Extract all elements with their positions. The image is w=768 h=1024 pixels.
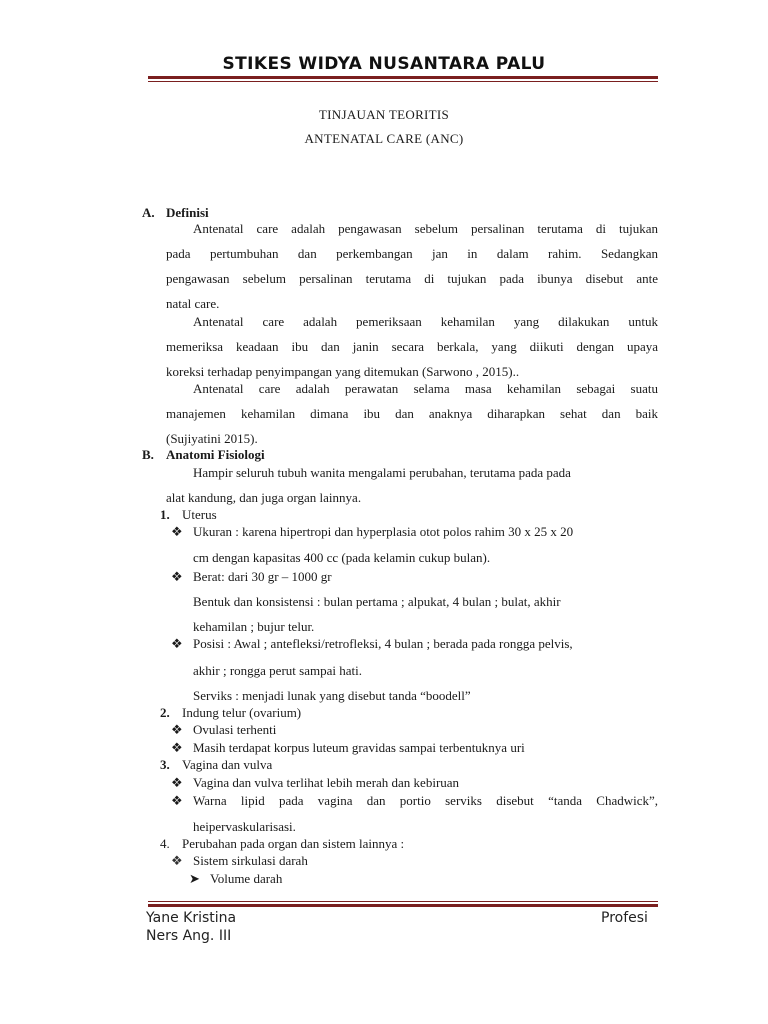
vagina-warna-merah: Vagina dan vulva terlihat lebih merah dan kebiruan [193,775,460,790]
def-p3-line3: (Sujiyatini 2015). [166,431,258,446]
sistem-sirkulasi: Sistem sirkulasi darah [193,853,308,868]
diamond-bullet-icon: ❖ [171,740,183,755]
list-label-uterus: Uterus [182,507,217,522]
diamond-bullet-icon: ❖ [171,722,183,737]
section-b-heading: Anatomi Fisiologi [166,447,265,462]
open-diamond-bullet-icon: ❖ [171,853,183,868]
diamond-bullet-icon: ❖ [171,793,183,808]
doc-title-line1: TINJAUAN TEORITIS [318,107,450,122]
uterus-bentuk-line1: Bentuk dan konsistensi : bulan pertama ; alpukat, 4 bulan ; bulat, akhir [193,594,561,609]
uterus-serviks: Serviks : menjadi lunak yang disebut tanda “boodell” [193,688,471,703]
list-label-vagina: Vagina dan vulva [182,757,273,772]
uterus-berat: Berat: dari 30 gr – 1000 gr [193,569,332,584]
header-rule-thick [148,76,658,79]
def-p3-line2: manajemen kehamilan dimana ibu dan anaknya diharapkan sehat dan baik [166,406,658,421]
def-p1-line1: Antenatal care adalah pengawasan sebelum persalinan terutama di tujukan [193,221,658,236]
institution-header: STIKES WIDYA NUSANTARA PALU [222,54,546,74]
diamond-bullet-icon: ❖ [171,775,183,790]
diamond-bullet-icon: ❖ [171,569,183,584]
diamond-bullet-icon: ❖ [171,524,183,539]
uterus-bentuk-line2: kehamilan ; bujur telur. [193,619,315,634]
footer-program: Profesi [601,910,648,926]
doc-title-line2: ANTENATAL CARE (ANC) [304,131,464,146]
vagina-chadwick-line1: Warna lipid pada vagina dan portio serviks disebut “tanda Chadwick”, [193,793,658,808]
def-p1-line3: pengawasan sebelum persalinan terutama di tujukan pada ibunya disebut ante [166,271,658,286]
list-label-perubahan: Perubahan pada organ dan sistem lainnya : [182,836,405,851]
def-p2-line1: Antenatal care adalah pemeriksaan kehamilan yang dilakukan untuk [193,314,658,329]
uterus-ukuran-line2: cm dengan kapasitas 400 cc (pada kelamin cukup bulan). [193,550,491,565]
footer-rule-thin [148,901,658,902]
anatomi-intro-line2: alat kandung, dan juga organ lainnya. [166,490,362,505]
vagina-chadwick-line2: heipervaskularisasi. [193,819,296,834]
def-p1-line4: natal care. [166,296,220,311]
header-rule-thin [148,81,658,82]
section-a-heading: Definisi [166,205,209,220]
footer-rule-thick [148,904,658,907]
footer-author: Yane Kristina [146,910,237,926]
volume-darah: Volume darah [210,871,283,886]
def-p2-line2: memeriksa keadaan ibu dan janin secara berkala, yang diikuti dengan upaya [166,339,658,354]
uterus-posisi-line1: Posisi : Awal ; antefleksi/retrofleksi, 4 bulan ; berada pada rongga pelvis, [193,636,573,651]
ovarium-korpus: Masih terdapat korpus luteum gravidas sampai terbentuknya uri [193,740,525,755]
list-number-2: 2. [160,705,170,720]
anatomi-intro-line1: Hampir seluruh tubuh wanita mengalami perubahan, terutama pada pada [193,465,571,480]
diamond-bullet-icon: ❖ [171,636,183,651]
def-p2-line3: koreksi terhadap penyimpangan yang ditemukan (Sarwono , 2015).. [166,364,520,379]
section-b-marker: B. [142,447,154,462]
uterus-posisi-line2: akhir ; rongga perut sampai hati. [193,663,362,678]
list-number-4: 4. [160,836,170,851]
arrow-bullet-icon: ➤ [189,871,200,886]
def-p1-line2: pada pertumbuhan dan perkembangan jan in dalam rahim. Sedangkan [166,246,658,261]
list-number-3: 3. [160,757,170,772]
section-a-marker: A. [142,205,155,220]
uterus-ukuran-line1: Ukuran : karena hipertropi dan hyperplasia otot polos rahim 30 x 25 x 20 [193,524,574,539]
list-number-1: 1. [160,507,170,522]
footer-rank: Ners Ang. III [146,928,232,944]
list-label-ovarium: Indung telur (ovarium) [182,705,302,720]
def-p3-line1: Antenatal care adalah perawatan selama masa kehamilan sebagai suatu [193,381,658,396]
ovarium-ovulasi: Ovulasi terhenti [193,722,277,737]
